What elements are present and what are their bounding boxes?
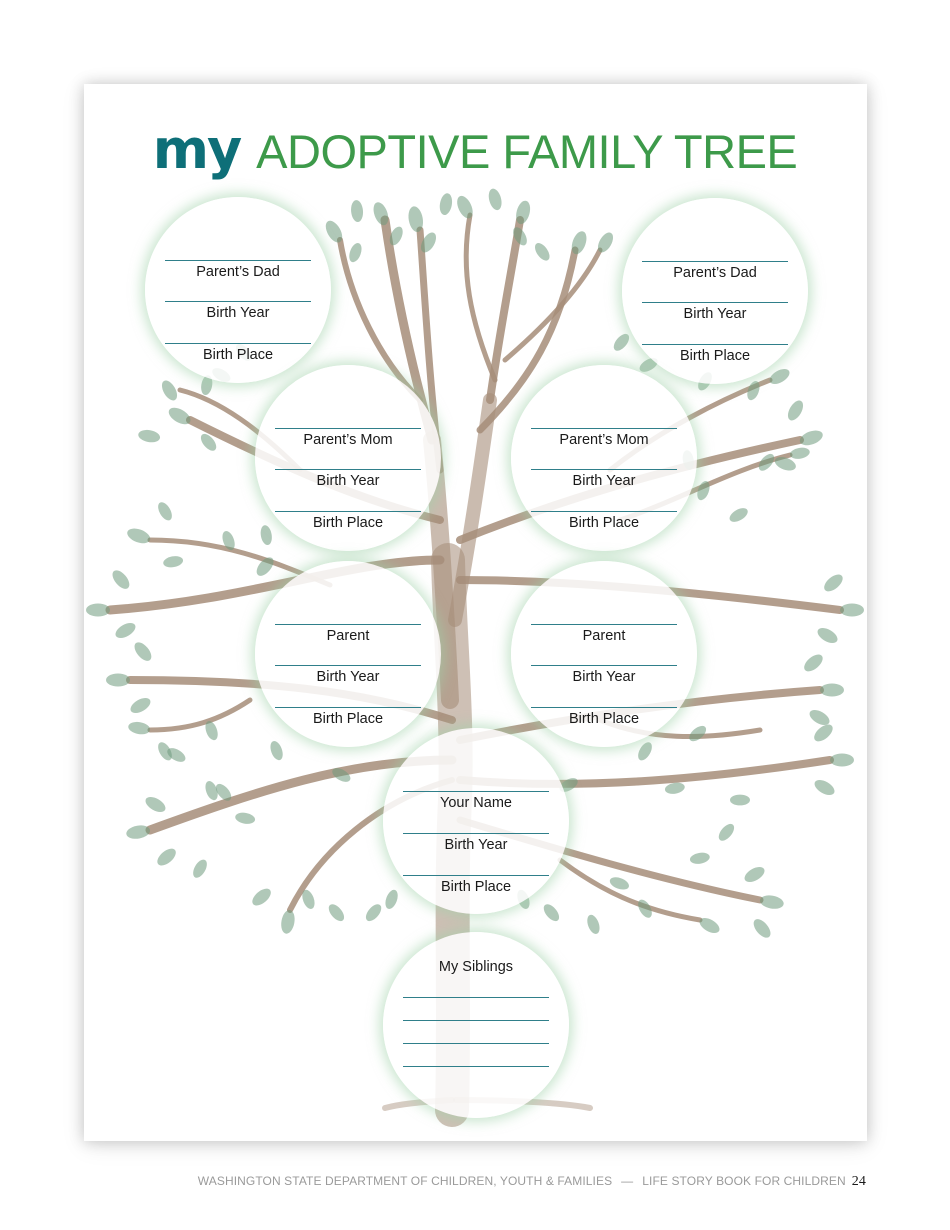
leaf-icon (159, 378, 180, 403)
circle-my-siblings (383, 932, 569, 1118)
circle-parents-mom-right (511, 365, 697, 551)
leaf-icon (608, 875, 630, 892)
leaf-icon (820, 684, 844, 697)
label-birth-place: Birth Place (312, 711, 384, 727)
leaf-icon (730, 795, 750, 806)
write-line[interactable] (403, 875, 549, 876)
write-line[interactable] (531, 707, 677, 708)
leaf-icon (689, 851, 711, 865)
leaf-icon (268, 739, 285, 761)
tree-branch (505, 250, 600, 360)
label-parents-mom: Parent’s Mom (559, 432, 649, 448)
title-main: ADOPTIVE FAMILY TREE (256, 125, 798, 178)
page-number: 24 (851, 1174, 866, 1189)
label-your-name: Your Name (439, 795, 512, 811)
leaf-icon (166, 404, 193, 427)
leaf-icon (127, 720, 151, 736)
write-line[interactable] (531, 469, 677, 470)
leaf-icon (487, 187, 504, 211)
leaf-icon (727, 505, 750, 524)
leaf-icon (821, 571, 845, 594)
label-parents-dad: Parent’s Dad (673, 265, 757, 281)
write-line[interactable] (531, 428, 677, 429)
leaf-icon (234, 811, 256, 825)
write-line[interactable] (403, 833, 549, 834)
leaf-icon (137, 428, 161, 444)
label-birth-year: Birth Year (316, 473, 380, 489)
leaf-icon (113, 620, 138, 641)
write-line[interactable] (165, 301, 311, 302)
label-birth-place: Birth Place (202, 347, 274, 363)
title-prefix: my (152, 118, 241, 181)
leaf-icon (162, 555, 184, 569)
write-line[interactable] (531, 511, 677, 512)
label-parent: Parent (582, 628, 626, 644)
label-birth-year: Birth Year (572, 669, 636, 685)
leaf-icon (785, 398, 806, 423)
label-birth-place: Birth Place (312, 515, 384, 531)
leaf-icon (750, 916, 773, 940)
write-line[interactable] (642, 261, 788, 262)
sibling-write-line[interactable] (403, 1066, 549, 1067)
sibling-write-line[interactable] (403, 1020, 549, 1021)
circle-parents-dad-left (145, 197, 331, 383)
label-my-siblings: My Siblings (438, 959, 514, 975)
write-line[interactable] (403, 791, 549, 792)
leaf-icon (840, 604, 864, 617)
leaf-icon (742, 864, 767, 885)
write-line[interactable] (165, 343, 311, 344)
leaf-icon (249, 885, 273, 908)
circle-parents-mom-left (255, 365, 441, 551)
leaf-icon (635, 740, 654, 763)
sibling-write-line[interactable] (403, 1043, 549, 1044)
leaf-icon (143, 794, 168, 815)
sibling-write-line[interactable] (403, 997, 549, 998)
leaf-icon (798, 428, 825, 448)
write-line[interactable] (531, 665, 677, 666)
leaf-icon (716, 821, 737, 843)
circle-parent-right (511, 561, 697, 747)
label-birth-year: Birth Year (444, 837, 508, 853)
leaf-icon (454, 194, 476, 221)
leaf-icon (438, 192, 454, 216)
label-parents-dad: Parent’s Dad (196, 264, 280, 280)
write-line[interactable] (531, 624, 677, 625)
leaf-icon (815, 625, 840, 646)
circle-your-name (383, 728, 569, 914)
leaf-icon (767, 366, 792, 387)
leaf-icon (106, 674, 130, 687)
footer-organization: WASHINGTON STATE DEPARTMENT OF CHILDREN, YOUTH & FAMILIES (197, 1174, 613, 1188)
label-birth-place: Birth Place (568, 515, 640, 531)
leaf-icon (363, 902, 384, 924)
leaf-icon (326, 902, 347, 924)
write-line[interactable] (275, 428, 421, 429)
leaf-icon (131, 639, 154, 663)
leaf-icon (541, 902, 562, 924)
leaf-icon (532, 241, 552, 264)
footer-book-title: LIFE STORY BOOK FOR CHILDREN (642, 1174, 846, 1188)
footer-separator: — (621, 1174, 634, 1188)
label-birth-year: Birth Year (206, 305, 270, 321)
circle-parents-dad-right (622, 198, 808, 384)
write-line[interactable] (275, 469, 421, 470)
leaf-icon (86, 604, 110, 617)
circle-parent-left (255, 561, 441, 747)
leaf-icon (759, 894, 785, 911)
leaf-icon (812, 777, 837, 798)
leaf-icon (350, 200, 364, 223)
tree-branch (466, 215, 495, 380)
write-line[interactable] (165, 260, 311, 261)
leaf-icon (128, 695, 153, 716)
leaf-icon (125, 526, 152, 546)
leaf-icon (125, 824, 151, 841)
label-parents-mom: Parent’s Mom (303, 432, 393, 448)
write-line[interactable] (642, 302, 788, 303)
tree-branch (150, 700, 250, 730)
leaf-icon (830, 754, 854, 767)
leaf-icon (155, 500, 174, 523)
write-line[interactable] (275, 665, 421, 666)
tree-branch (455, 400, 490, 620)
leaf-icon (154, 845, 178, 868)
label-birth-year: Birth Year (316, 669, 380, 685)
page-title (0, 118, 950, 181)
label-birth-year: Birth Year (683, 306, 747, 322)
leaf-icon (279, 909, 296, 935)
label-birth-year: Birth Year (572, 473, 636, 489)
write-line[interactable] (275, 707, 421, 708)
label-parent: Parent (326, 628, 370, 644)
leaf-icon (585, 913, 602, 935)
label-birth-place: Birth Place (679, 348, 751, 364)
leaf-icon (347, 241, 364, 263)
leaf-icon (190, 857, 209, 880)
leaf-icon (789, 446, 811, 460)
leaf-icon (801, 651, 825, 674)
label-birth-place: Birth Place (440, 879, 512, 895)
write-line[interactable] (275, 624, 421, 625)
write-line[interactable] (642, 344, 788, 345)
label-birth-place: Birth Place (568, 711, 640, 727)
leaf-icon (109, 567, 132, 591)
write-line[interactable] (275, 511, 421, 512)
page-footer (198, 1174, 866, 1190)
